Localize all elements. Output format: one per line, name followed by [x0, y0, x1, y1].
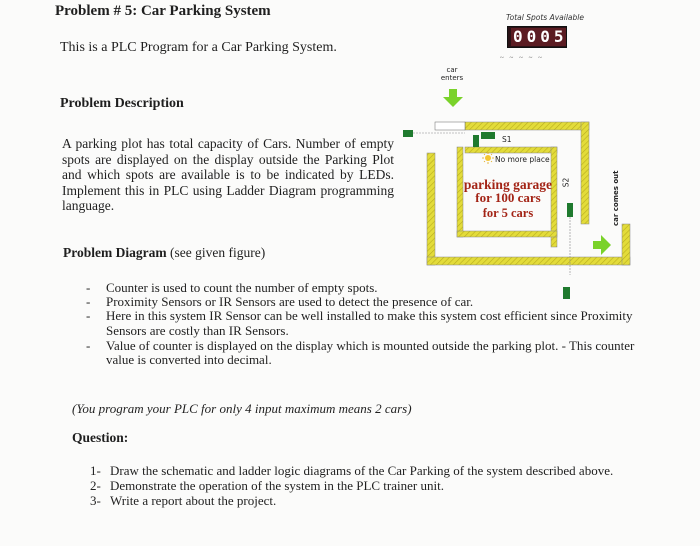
sensor-s2 — [567, 203, 573, 217]
entry-wall — [435, 122, 465, 130]
garage-label-line1: parking garage — [463, 177, 553, 192]
diagram-heading-bold: Problem Diagram — [63, 245, 167, 260]
diagram-heading-rest: (see given figure) — [166, 245, 266, 260]
note-text: (You program your PLC for only 4 input maximum means 2 cars) — [72, 401, 412, 416]
question-text: Demonstrate the operation of the system in the PLC trainer unit. — [110, 478, 444, 493]
empty-spots-counter-display — [507, 26, 567, 48]
question-heading: Question: — [72, 430, 129, 445]
question-number: 3- — [90, 493, 101, 508]
counter-digit: 0 — [540, 27, 550, 46]
car-enters-label — [439, 66, 465, 82]
total-spots-label: Total Spots Available — [506, 13, 584, 22]
list-item: - Proximity Sensors or IR Sensors are used to detect the presence of car. — [86, 295, 656, 309]
list-item: - Here in this system IR Sensor can be well installed to make this system cost efficient since Proximity Sensors are costly than IR Sensors. — [86, 309, 656, 337]
list-item: - Counter is used to count the number of empty spots. — [86, 281, 656, 295]
scribble-marks: ~ ~ ~ ~ ~ — [500, 54, 544, 62]
entry-arrow-icon — [443, 89, 463, 107]
outer-wall-top — [465, 122, 589, 130]
list-item — [90, 478, 613, 493]
outer-wall-right-lower — [622, 224, 630, 265]
no-more-place-led-icon — [482, 152, 494, 164]
list-item — [90, 493, 613, 508]
outer-wall-bottom — [427, 257, 630, 265]
sensor-s2-exit — [563, 287, 570, 299]
car-enters-text: car enters — [440, 66, 464, 82]
intro-text: This is a PLC Program for a Car Parking System. — [60, 40, 337, 55]
sensor-s1-entry-left — [403, 130, 413, 137]
question-number: 2- — [90, 478, 101, 493]
list-item: - Value of counter is displayed on the display which is mounted outside the parking plot. - This counter value is converted into decimal. — [86, 339, 656, 367]
garage-label — [461, 178, 555, 220]
sensor-s1-entry-right — [473, 135, 479, 147]
garage-label-line2: for 100 cars — [475, 190, 541, 205]
sensor-s1-indicator — [481, 132, 495, 139]
question-text: Write a report about the project. — [110, 493, 277, 508]
outer-wall-left — [427, 153, 435, 265]
description-heading: Problem Description — [60, 96, 184, 111]
outer-wall-right — [581, 122, 589, 224]
inner-wall-top — [465, 147, 557, 153]
questions-list — [90, 463, 613, 508]
counter-digit: 0 — [526, 27, 537, 46]
inner-wall-bottom — [457, 231, 557, 237]
question-number: 1- — [90, 463, 101, 478]
counter-digit: 0 — [513, 27, 523, 46]
car-comes-out-label: car comes out — [612, 170, 620, 226]
sensor-s1-label: S1 — [502, 135, 512, 144]
diagram-heading — [63, 245, 265, 261]
page-title: Problem # 5: Car Parking System — [55, 3, 271, 19]
list-item — [90, 463, 613, 478]
counter-digit: 5 — [553, 27, 564, 46]
garage-label-line3: for 5 cars — [482, 206, 534, 220]
sensor-s2-label: S2 — [561, 177, 571, 188]
no-more-place-label: No more place — [495, 155, 550, 164]
question-text: Draw the schematic and ladder logic diagrams of the Car Parking of the system described above. — [110, 463, 614, 478]
description-text: A parking plot has total capacity of Cars. Number of empty spots are displayed on the display outside the Parking Plot and which spots are available is to be indicated by LEDs. Implement this in PLC using Ladder Diagram programming language. — [62, 136, 394, 213]
exit-arrow-icon — [593, 235, 611, 255]
